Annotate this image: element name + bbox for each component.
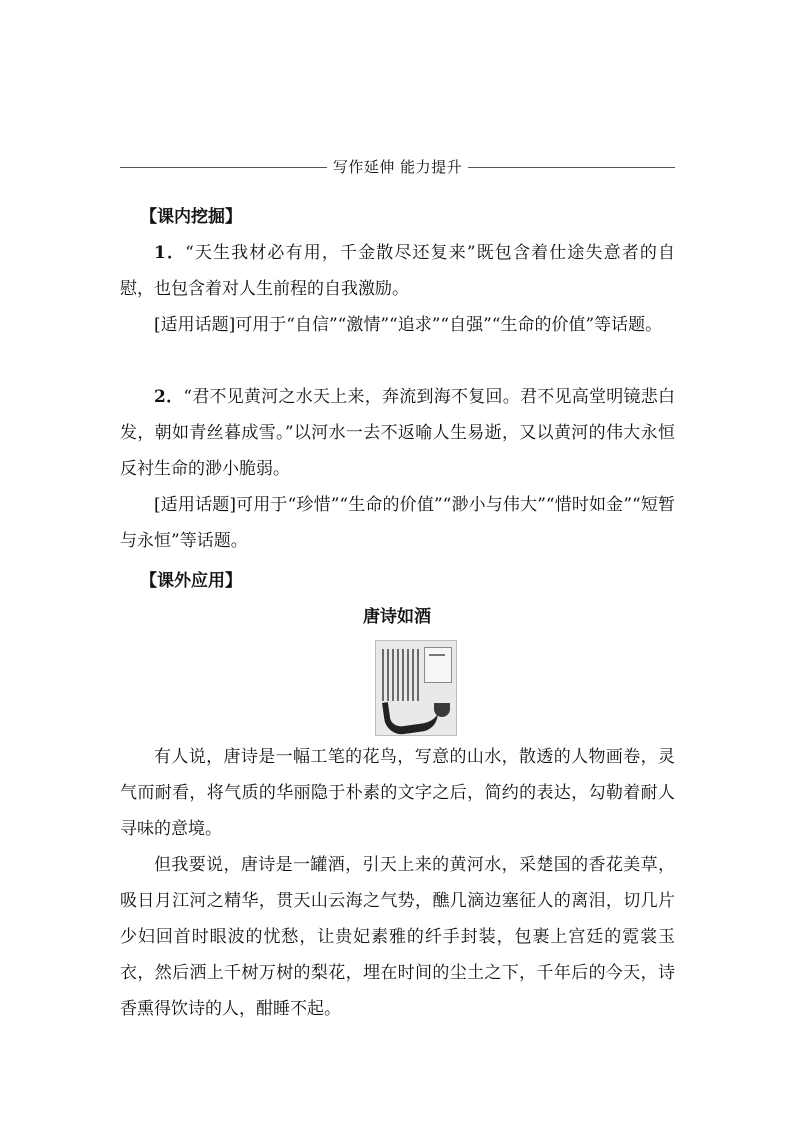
item-text: “君不见黄河之水天上来，奔流到海不复回。君不见高堂明镜悲白发，朝如青丝暮成雪。”以河水一去不返喻人生易逝，又以黄河的伟大永恒反衬生命的渺小脆弱。 <box>120 387 675 479</box>
article-paragraph-1: 有人说，唐诗是一幅工笔的花鸟，写意的山水，散透的人物画卷，灵气而耐看，将气质的华丽隐于朴素的文字之后，简约的表达，勾勒着耐人寻味的意境。 <box>120 747 675 839</box>
wine-cup-icon <box>434 703 450 717</box>
topic-text: 可用于“自信”“激情”“追求”“自强”“生命的价值”等话题。 <box>235 315 663 335</box>
seal-panel <box>424 647 452 683</box>
banner-line-right <box>468 167 675 168</box>
banner-title: 写作延伸 能力提升 <box>332 158 463 176</box>
item-number: 2． <box>154 387 184 407</box>
in-class-item-1-topic <box>120 307 675 343</box>
calligraphy-columns <box>382 649 420 701</box>
in-class-item-2 <box>120 379 675 487</box>
item-number: 1． <box>154 243 186 263</box>
in-class-heading: 【课内挖掘】 <box>140 207 242 227</box>
topic-text: 可用于“珍惜”“生命的价值”“渺小与伟大”“惜时如金”“短暂与永恒”等话题。 <box>120 495 676 551</box>
banner-line-left <box>120 167 327 168</box>
extra-class-heading: 【课外应用】 <box>140 571 242 591</box>
in-class-item-2-topic <box>120 487 675 559</box>
brush-stroke <box>382 695 440 736</box>
article-paragraph-2: 但我要说，唐诗是一罐酒，引天上来的黄河水，采楚国的香花美草，吸日月江河之精华，贯天山云海之气势，醮几滴边塞征人的离泪，切几片少妇回首时眼波的忧愁，让贵妃素雅的纤手封装，包裹上宫廷的霓裳玉衣，然后洒上千树万树的梨花，埋在时间的尘土之下，千年后的今天，诗香熏得饮诗的人，酣睡不起。 <box>120 855 675 1019</box>
topic-label: [适用话题] <box>154 315 236 335</box>
topic-label: [适用话题] <box>154 495 236 515</box>
in-class-item-1 <box>120 235 675 307</box>
article-illustration <box>375 640 457 736</box>
article-title: 唐诗如酒 <box>363 607 431 627</box>
item-text: “天生我材必有用，千金散尽还复来”既包含着仕途失意者的自慰，也包含着对人生前程的自我激励。 <box>120 243 675 299</box>
section-banner <box>120 155 675 179</box>
